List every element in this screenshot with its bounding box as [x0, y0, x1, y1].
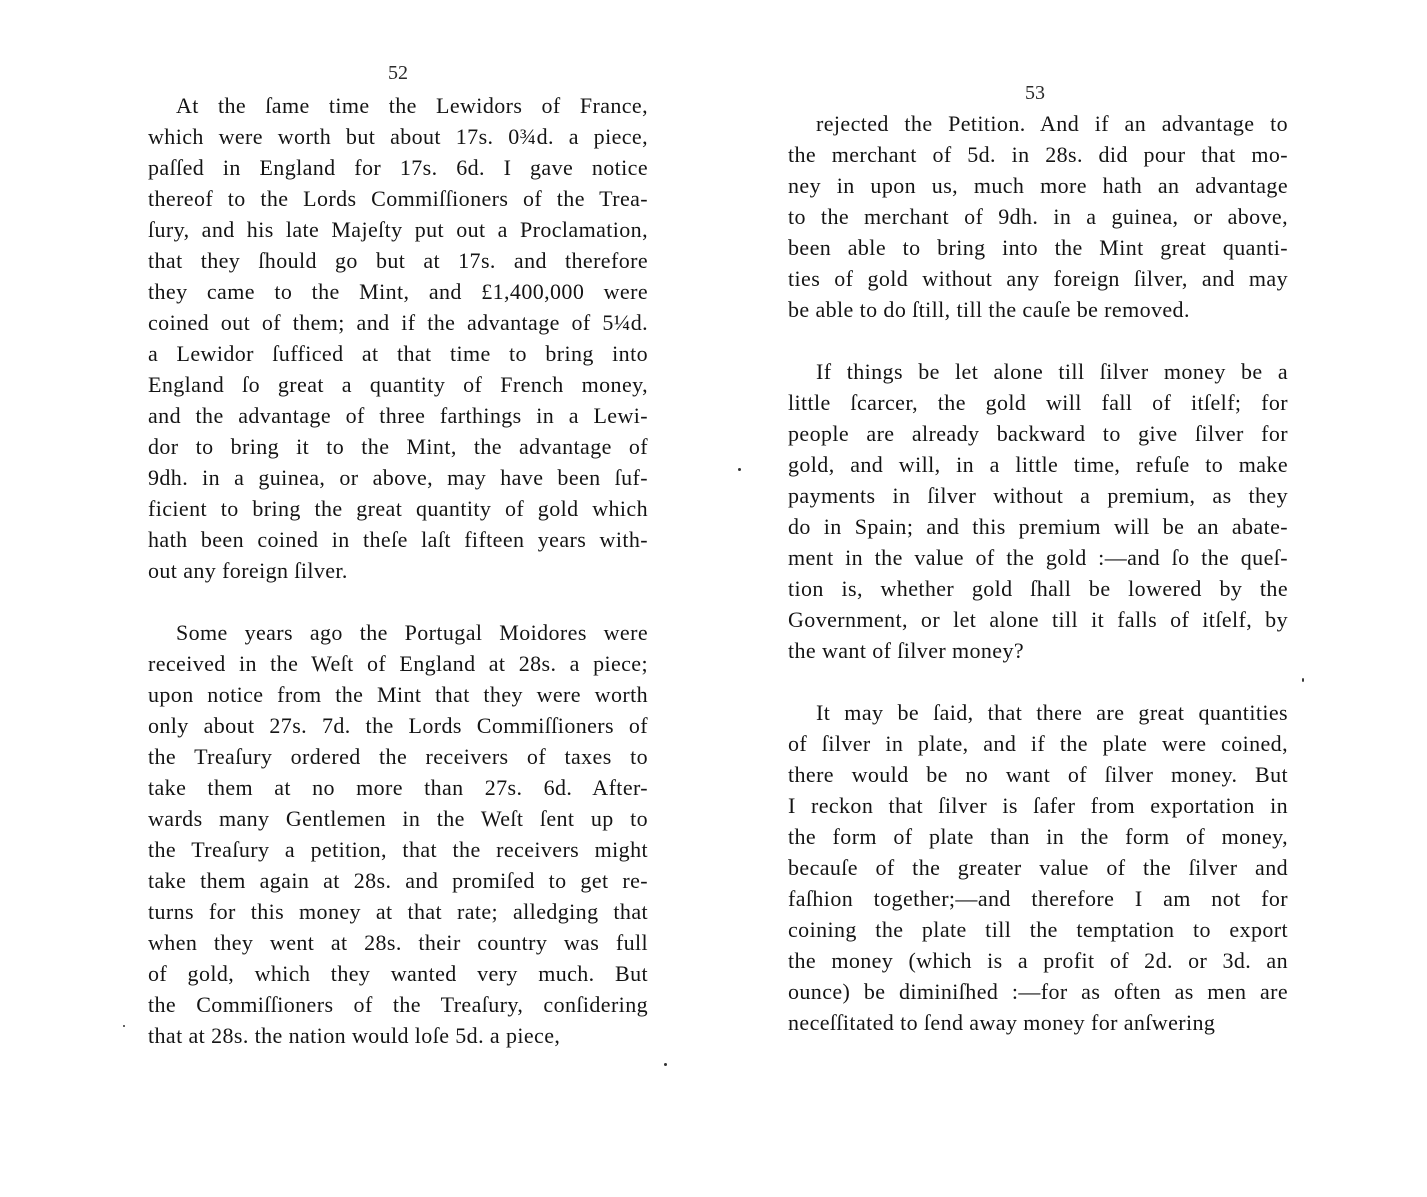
text-line: to the merchant of 9dh. in a guinea, or above,: [788, 204, 1288, 229]
paragraph: [148, 90, 648, 586]
text-line: coining the plate till the temptation to export: [788, 917, 1288, 942]
text-line: ney in upon us, much more hath an advantage: [788, 173, 1288, 198]
text-line: rejected the Petition. And if an advantage to: [816, 111, 1288, 136]
paragraph-gap: [788, 325, 1288, 356]
paragraph-gap: [148, 586, 648, 617]
scan-speck: [1302, 678, 1304, 682]
text-line: and the advantage of three farthings in a Lewi-: [148, 403, 648, 428]
page-number: 52: [388, 62, 408, 84]
paragraph: [148, 617, 648, 1051]
text-line: the merchant of 5d. in 28s. did pour that mo-: [788, 142, 1288, 167]
text-line: people are already backward to give ſilver for: [788, 421, 1288, 446]
text-line: that they ſhould go but at 17s. and therefore: [148, 248, 648, 273]
text-line: neceſſitated to ſend away money for anſwering: [788, 1010, 1216, 1035]
text-line: I reckon that ſilver is ſafer from exportation in: [788, 793, 1288, 818]
text-line: thereof to the Lords Commiſſioners of the Trea-: [148, 186, 648, 211]
scan-speck: [123, 1025, 125, 1027]
paragraph-gap: [788, 666, 1288, 697]
text-line: gold, and will, in a little time, refuſe to make: [788, 452, 1288, 477]
text-line: there would be no want of ſilver money. But: [788, 762, 1288, 787]
text-line: Government, or let alone till it falls of itſelf, by: [788, 607, 1288, 632]
paragraph: [788, 697, 1288, 1038]
page-number: 53: [1025, 82, 1045, 104]
text-line: be able to do ſtill, till the cauſe be removed.: [788, 297, 1190, 322]
text-line: paſſed in England for 17s. 6d. I gave notice: [148, 155, 648, 180]
text-line: out any foreign ſilver.: [148, 558, 348, 583]
text-line: coined out of them; and if the advantage of 5¼d.: [148, 310, 648, 335]
text-line: At the ſame time the Lewidors of France,: [176, 93, 648, 118]
text-line: ment in the value of the gold :—and ſo the queſ-: [788, 545, 1288, 570]
text-line: faſhion together;—and therefore I am not for: [788, 886, 1288, 911]
text-line: that at 28s. the nation would loſe 5d. a piece,: [148, 1023, 561, 1048]
text-line: It may be ſaid, that there are great quantities: [816, 700, 1288, 725]
text-line: wards many Gentlemen in the Weſt ſent up to: [148, 806, 648, 831]
text-line: ounce) be diminiſhed :—for as often as men are: [788, 979, 1288, 1004]
text-line: the Treaſury a petition, that the receivers might: [148, 837, 648, 862]
text-line: turns for this money at that rate; alledging that: [148, 899, 648, 924]
text-line: the want of ſilver money?: [788, 638, 1025, 663]
text-line: a Lewidor ſufficed at that time to bring into: [148, 341, 648, 366]
text-line: payments in ſilver without a premium, as they: [788, 483, 1288, 508]
text-line: been able to bring into the Mint great quanti-: [788, 235, 1288, 260]
paragraph: [788, 108, 1288, 325]
text-line: ties of gold without any foreign ſilver, and may: [788, 266, 1288, 291]
page-text: [788, 108, 1288, 1038]
text-line: received in the Weſt of England at 28s. a piece;: [148, 651, 648, 676]
text-line: ſury, and his late Majeſty put out a Proclamation,: [148, 217, 648, 242]
scan-speck: [664, 1063, 667, 1066]
text-line: the Treaſury ordered the receivers of taxes to: [148, 744, 648, 769]
text-line: the form of plate than in the form of money,: [788, 824, 1288, 849]
text-line: hath been coined in theſe laſt fifteen years with-: [148, 527, 648, 552]
page-text: [148, 90, 648, 1051]
text-line: ficient to bring the great quantity of gold which: [148, 496, 648, 521]
text-line: of ſilver in plate, and if the plate were coined,: [788, 731, 1288, 756]
text-line: becauſe of the greater value of the ſilver and: [788, 855, 1288, 880]
text-line: England ſo great a quantity of French money,: [148, 372, 648, 397]
text-line: the Commiſſioners of the Treaſury, conſidering: [148, 992, 648, 1017]
text-line: take them at no more than 27s. 6d. After-: [148, 775, 648, 800]
scan-speck: [738, 468, 741, 471]
text-line: the money (which is a profit of 2d. or 3d. an: [788, 948, 1288, 973]
text-line: which were worth but about 17s. 0¾d. a piece,: [148, 124, 648, 149]
text-line: 9dh. in a guinea, or above, may have been ſuf-: [148, 465, 648, 490]
text-line: of gold, which they wanted very much. But: [148, 961, 648, 986]
text-line: tion is, whether gold ſhall be lowered by the: [788, 576, 1288, 601]
text-line: dor to bring it to the Mint, the advantage of: [148, 434, 648, 459]
text-line: do in Spain; and this premium will be an abate-: [788, 514, 1288, 539]
text-line: If things be let alone till ſilver money be a: [816, 359, 1288, 384]
text-line: when they went at 28s. their country was full: [148, 930, 648, 955]
text-line: they came to the Mint, and £1,400,000 were: [148, 279, 648, 304]
text-line: Some years ago the Portugal Moidores were: [176, 620, 648, 645]
paragraph: [788, 356, 1288, 666]
text-line: little ſcarcer, the gold will fall of itſelf; for: [788, 390, 1288, 415]
text-line: upon notice from the Mint that they were worth: [148, 682, 648, 707]
text-line: only about 27s. 7d. the Lords Commiſſioners of: [148, 713, 648, 738]
text-line: take them again at 28s. and promiſed to get re-: [148, 868, 648, 893]
